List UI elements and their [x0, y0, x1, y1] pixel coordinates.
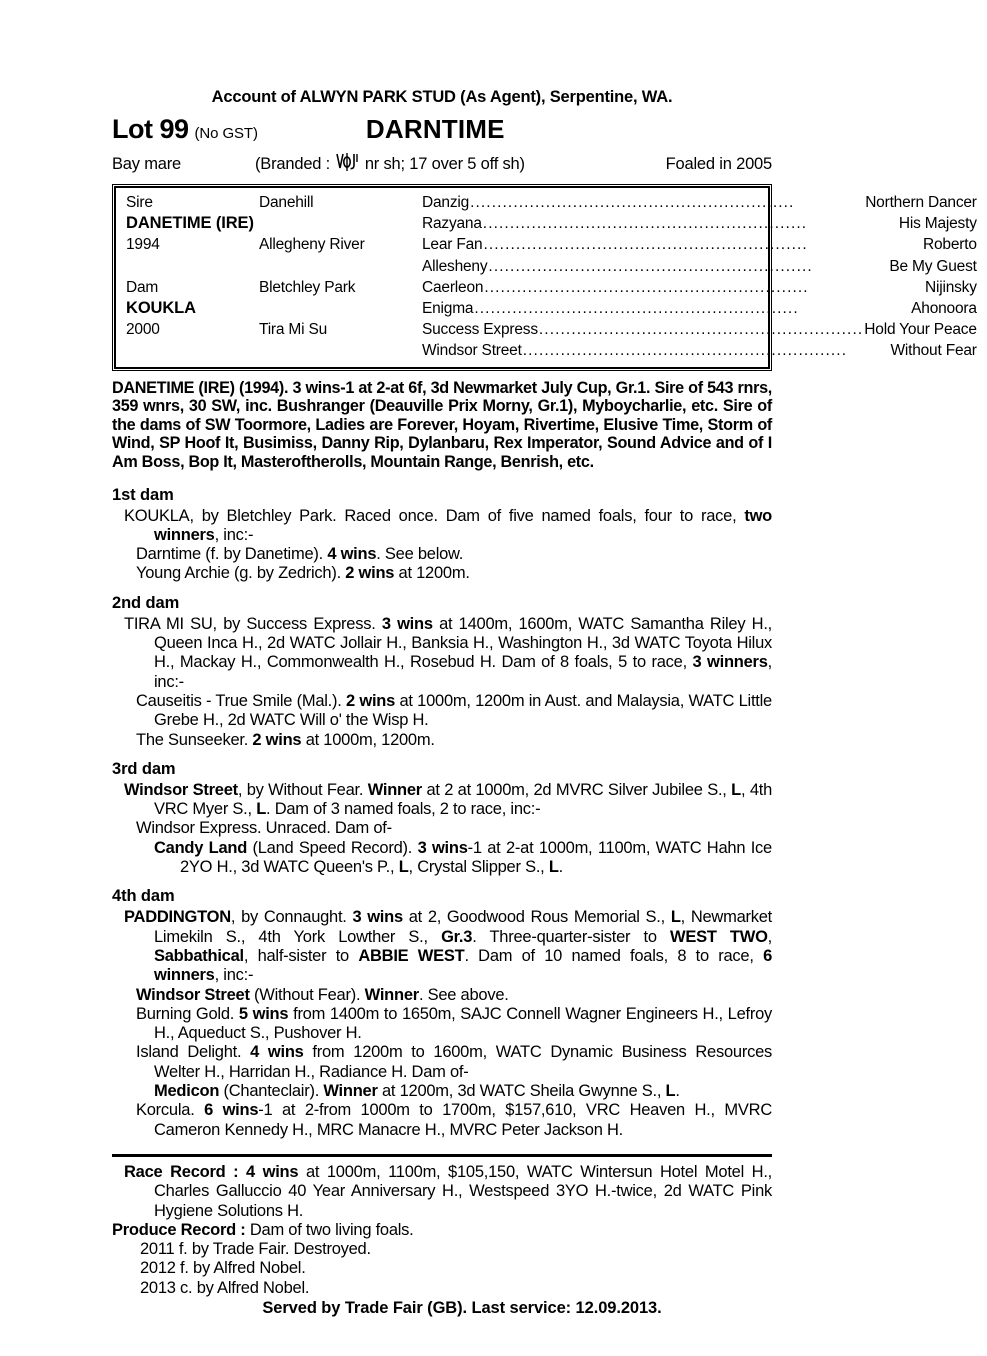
pedigree-entry: Windsor Street, by Without Fear. Winner at 2 at 1000m, 2d MVRC Silver Jubilee S., L, 4th VRC Myer S., L. Dam of 3 named foals, 2 to race, inc:-	[124, 780, 773, 819]
pedigree-entry: Candy Land (Land Speed Record). 3 wins-1 at 2-at 1000m, 1100m, WATC Hahn Ice 2YO H., 3d WATC Queen's P., L, Crystal Slipper S., L.	[154, 838, 772, 877]
foal-list	[112, 1240, 772, 1298]
brand-symbol-icon	[335, 152, 359, 172]
pedigree-entry: KOUKLA, by Bletchley Park. Raced once. Dam of five named foals, four to race, two winners, inc:-	[124, 506, 772, 544]
pedigree-leader-row	[422, 319, 987, 340]
gst-note: (No GST)	[194, 125, 258, 142]
pedigree-leader-row	[422, 213, 987, 234]
spacer-cell	[259, 298, 422, 319]
pedigree-entry: PADDINGTON, by Connaught. 3 wins at 2, Goodwood Rous Memorial S., L, Newmarket Limekiln S., 4th York Lowther S., Gr.3. Three-quarter-sister to WEST TWO, Sabbathical, half-sister to ABBIE WEST. Dam of 10 named foals, 8 to race, 6 winners, inc:-	[124, 908, 773, 985]
pedigree-entry: Darntime (f. by Danetime). 4 wins. See below.	[136, 545, 464, 564]
ancestor-name: Razyana	[422, 215, 482, 233]
horse-description-row	[112, 149, 772, 174]
dam-section	[112, 486, 772, 584]
pedigree-table	[112, 184, 977, 371]
sire-sire: Danehill	[259, 194, 314, 211]
ancestor-value: Be My Guest	[889, 257, 977, 275]
dam-section-heading: 4th dam	[112, 887, 175, 906]
pedigree-entry: Burning Gold. 5 wins from 1400m to 1650m, SAJC Connell Wagner Engineers H., Lefroy H., Aqueduct S., Pushover H.	[136, 1004, 773, 1043]
pedigree-entry: Medicon (Chanteclair). Winner at 1200m, 3d WATC Sheila Gwynne S., L.	[154, 1082, 680, 1101]
brand-description	[255, 149, 525, 174]
dam-dam: Tira Mi Su	[259, 321, 328, 339]
pedigree-entry: Causeitis - True Smile (Mal.). 2 wins at 1000m, 1200m in Aust. and Malaysia, WATC Little Grebe H., 2d WATC Will o' the Wisp H.	[136, 691, 772, 730]
ancestor-name: Danzig	[422, 194, 470, 211]
ancestor-value: Without Fear	[890, 342, 977, 360]
foal-entry: 2013 c. by Alfred Nobel.	[140, 1278, 310, 1297]
ancestor-value: His Majesty	[898, 215, 977, 233]
pedigree-entry: Windsor Express. Unraced. Dam of-	[136, 819, 392, 838]
pedigree-grid	[116, 192, 977, 362]
brand-prefix: (Branded :	[255, 155, 331, 173]
pedigree-leader-row	[422, 234, 987, 255]
race-record: Race Record : 4 wins at 1000m, 1100m, $105,150, WATC Wintersun Hotel Motel H., Charles Galluccio 40 Year Anniversary H., Westspeed 3YO H.-twice, 2d WATC Pink Hygiene Solutions H.	[124, 1162, 772, 1220]
spacer-cell	[116, 340, 259, 361]
pedigree-leader-row	[422, 298, 987, 319]
dam-section-heading: 1st dam	[112, 485, 174, 504]
dot-leader: ............................................................	[484, 278, 809, 296]
spacer-cell	[259, 340, 422, 361]
ancestor-value: Ahonoora	[911, 300, 977, 318]
pedigree-entry: Island Delight. 4 wins from 1200m to 1600m, WATC Dynamic Business Resources Welter H., Harridan H., Radiance H. Dam of-	[136, 1043, 772, 1081]
spacer-cell	[116, 256, 259, 277]
lot-number: Lot 99	[112, 114, 189, 144]
dam-section	[112, 760, 772, 877]
spacer-cell	[259, 213, 422, 234]
sire-summary: DANETIME (IRE) (1994). 3 wins-1 at 2-at 6f, 3d Newmarket July Cup, Gr.1. Sire of 543 rnrs, 359 wnrs, 30 SW, inc. Bushranger (Deauville Prix Morny, Gr.1), Myboycharlie, etc. Sire of the dams of SW Toormore, Ladies are Forever, Hoyam, Rivertime, Elusive Time, Storm of Wind, SP Hoof It, Busimiss, Danny Rip, Dylanbaru, Rex Imperator, Sound Advice and of I Am Boss, Bop It, Masteroftherolls, Mountain Range, Benrish, etc.	[112, 378, 772, 471]
dot-leader: ............................................................	[483, 236, 808, 254]
pedigree-entry: Windsor Street (Without Fear). Winner. See above.	[136, 985, 509, 1004]
lot-title-row	[112, 114, 772, 144]
dot-leader: ............................................................	[538, 321, 864, 339]
footer-divider	[112, 1154, 772, 1157]
pedigree-entry: The Sunseeker. 2 wins at 1000m, 1200m.	[136, 730, 435, 749]
footer-block	[112, 1163, 772, 1318]
pedigree-table-inner	[114, 186, 977, 369]
ancestor-value: Hold Your Peace	[864, 321, 977, 339]
pedigree-leader-row	[422, 192, 987, 213]
ancestor-name: Lear Fan	[422, 236, 483, 254]
sire-label: Sire	[126, 194, 153, 211]
produce-record: Produce Record : Dam of two living foals.	[112, 1220, 414, 1239]
served-by-line: Served by Trade Fair (GB). Last service: 12.09.2013.	[262, 1298, 662, 1317]
brand-suffix: nr sh; 17 over 5 off sh)	[364, 155, 525, 173]
dam-section	[112, 594, 772, 750]
pedigree-leader-row	[422, 340, 987, 361]
dot-leader: ............................................................	[474, 300, 799, 318]
dot-leader: ............................................................	[470, 194, 795, 211]
horse-name: DARNTIME	[365, 114, 505, 144]
horse-colour-sex: Bay mare	[112, 155, 182, 173]
dam-label: Dam	[126, 278, 159, 296]
dot-leader: ............................................................	[482, 215, 808, 233]
account-line: Account of ALWYN PARK STUD (As Agent), Serpentine, WA.	[211, 88, 673, 106]
ancestor-name: Windsor Street	[422, 342, 522, 360]
ancestor-name: Success Express	[422, 321, 538, 339]
sire-name: DANETIME (IRE)	[126, 214, 254, 233]
foal-entry: 2011 f. by Trade Fair. Destroyed.	[140, 1240, 371, 1259]
dam-year: 2000	[126, 321, 160, 339]
dam-sire: Bletchley Park	[259, 278, 356, 296]
pedigree-leader-row	[422, 277, 987, 298]
pedigree-entry: TIRA MI SU, by Success Express. 3 wins at 1400m, 1600m, WATC Samantha Riley H., Queen Inca H., 2d WATC Jollair H., Banksia H., Washington H., 3d WATC Toyota Hilux H., Mackay H., Commonwealth H., Rosebud H. Dam of 8 foals, 5 to race, 3 winners, inc:-	[124, 614, 772, 691]
ancestor-name: Caerleon	[422, 278, 484, 296]
ancestor-name: Allesheny	[422, 257, 488, 275]
sire-dam: Allegheny River	[259, 236, 365, 254]
dam-section-heading: 3rd dam	[112, 759, 176, 778]
dam-sections	[112, 486, 772, 1140]
foaled-year: Foaled in 2005	[665, 155, 772, 173]
dam-section	[112, 887, 772, 1140]
pedigree-leader-row	[422, 256, 987, 277]
dot-leader: ............................................................	[522, 342, 848, 360]
pedigree-entry: Young Archie (g. by Zedrich). 2 wins at 1200m.	[136, 564, 470, 583]
ancestor-value: Nijinsky	[924, 278, 977, 296]
pedigree-entry: Korcula. 6 wins-1 at 2-from 1000m to 1700m, $157,610, VRC Heaven H., MVRC Cameron Kennedy H., MRC Manacre H., MVRC Peter Jackson H.	[136, 1101, 772, 1139]
dot-leader: ............................................................	[488, 257, 813, 275]
dam-section-heading: 2nd dam	[112, 593, 180, 612]
ancestor-name: Enigma	[422, 300, 474, 318]
sire-year: 1994	[126, 236, 160, 254]
dam-name: KOUKLA	[126, 299, 196, 318]
foal-entry: 2012 f. by Alfred Nobel.	[140, 1259, 306, 1278]
page-content	[112, 88, 977, 1318]
spacer-cell	[259, 256, 422, 277]
ancestor-value: Northern Dancer	[865, 194, 977, 211]
ancestor-value: Roberto	[923, 236, 977, 254]
